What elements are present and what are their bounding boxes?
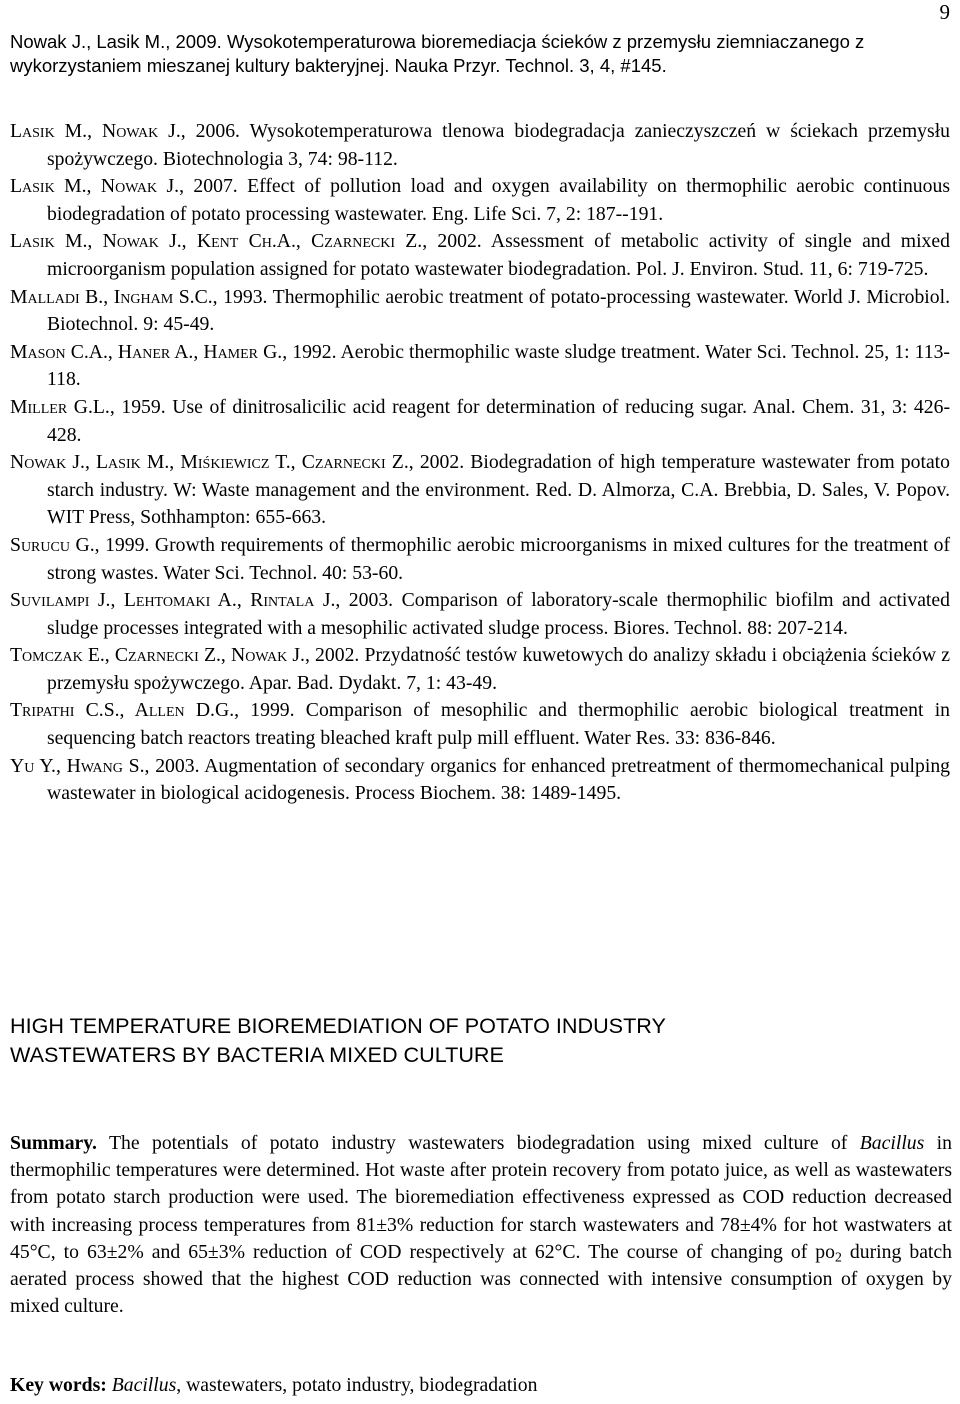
reference-item (10, 697, 950, 752)
reference-year: , 2006. (180, 120, 240, 142)
reference-authors: Tomczak E., Czarnecki Z., Nowak J. (10, 644, 305, 667)
reference-text: Wysokotemperaturowa tlenowa biodegradacja zanieczyszczeń w ściekach przemysłu spożywczego. Biotechnologia 3, 74: 98-112. (47, 120, 951, 170)
reference-text: Thermophilic aerobic treatment of potato-processing wastewater. World J. Microbiol. Biotechnol. 9: 45-49. (47, 285, 951, 336)
reference-text: Use of dinitrosalicilic acid reagent for determination of reducing sugar. Anal. Chem. 31, 3: 426-428. (47, 395, 951, 446)
summary-text-1: The potentials of potato industry wastewaters biodegradation using mixed culture of (96, 1132, 860, 1154)
reference-text: Assessment of metabolic activity of single and mixed microorganism population assigned for potato wastewater biodegradation. Pol. J. Environ. Stud. 11, 6: 719-725. (47, 230, 950, 280)
reference-list (10, 118, 950, 808)
reference-item (10, 753, 950, 808)
reference-year: , 2002. (408, 451, 465, 474)
reference-text: Effect of pollution load and oxygen availability on thermophilic aerobic continuous biodegradation of potato processing wastewater. Eng. Life Sci. 7, 2: 187--191. (47, 175, 950, 225)
reference-item (10, 118, 950, 173)
reference-authors: Yu Y., Hwang S. (10, 754, 145, 777)
reference-item (10, 228, 950, 283)
summary-paragraph (10, 1130, 952, 1320)
reference-authors: Mason C.A., Haner A., Hamer G. (10, 340, 283, 363)
reference-year: , 2007. (179, 175, 238, 198)
summary-label: Summary. (10, 1132, 97, 1154)
reference-authors: Nowak J., Lasik M., Miśkiewicz T., Czarnecki Z. (10, 451, 409, 474)
reference-item (10, 284, 950, 339)
keywords-label: Key words: (10, 1374, 107, 1396)
summary-text-2: in thermophilic temperatures were determined. Hot waste after protein recovery from potato juice, as well as wastewaters from potato starch production were used. The bioremediation effectiveness expressed as COD reduction decreased with increasing process temperatures from 81±3% reduction for starch wastewaters and 78±4% for hot wastwaters at 45°C, to 63±2% and 65±3% reduction of COD respectively at 62°C. The course of changing of po (10, 1132, 952, 1263)
summary-subscript: 2 (834, 1249, 842, 1265)
header-citation: Nowak J., Lasik M., 2009. Wysokotemperaturowa bioremediacja ścieków z przemysłu ziemniaczanego z wykorzystaniem mieszanej kultury bakteryjnej. Nauka Przyr. Technol. 3, 4, #145. (10, 31, 865, 76)
reference-text: Biodegradation of high temperature wastewater from potato starch industry. W: Waste management and the environment. Red. D. Almorza, C.A. Brebbia, D. Sales, V. Popov. WIT Press, Sothhampton: 655-663. (47, 451, 950, 529)
reference-year: , 2002. (422, 230, 482, 253)
reference-item (10, 587, 950, 642)
reference-item (10, 642, 950, 697)
reference-item (10, 449, 950, 532)
reference-year: , 1959. (109, 395, 166, 418)
keywords-text: , wastewaters, potato industry, biodegradation (176, 1374, 538, 1396)
reference-year: , 2003. (144, 754, 200, 777)
reference-year: , 1992. (282, 340, 337, 363)
reference-text: Comparison of laboratory-scale thermophilic biofilm and activated sludge processes integrated with a mesophilic activated sludge process. Biores. Technol. 88: 207-214. (47, 589, 950, 639)
reference-authors: Lasik M., Nowak J., Kent Ch.A., Czarnecki Z. (10, 230, 423, 253)
reference-text: Augmentation of secondary organics for enhanced pretreatment of thermomechanical pulping wastewater in biological acidogenesis. Process Biochem. 38: 1489-1495. (47, 754, 951, 805)
reference-year: , 2003. (335, 589, 394, 612)
summary-italic-term: Bacillus (859, 1132, 925, 1154)
reference-year: , 2002. (304, 644, 360, 667)
reference-year: , 1999. (234, 699, 295, 722)
reference-text: Comparison of mesophilic and thermophilic aerobic biological treatment in sequencing batch reactors treating bleached kraft pulp mill effluent. Water Res. 33: 836-846. (47, 699, 951, 750)
page-number: 9 (939, 0, 950, 24)
reference-authors: Surucu G. (10, 533, 95, 556)
reference-authors: Lasik M., Nowak J. (10, 120, 181, 142)
english-title (10, 1011, 950, 1069)
english-title-line-2: WASTEWATERS BY BACTERIA MIXED CULTURE (10, 1042, 504, 1067)
reference-text: Przydatność testów kuwetowych do analizy składu i obciążenia ścieków z przemysłu spożywczego. Apar. Bad. Dydakt. 7, 1: 43-49. (47, 644, 951, 694)
reference-authors: Tripathi C.S., Allen D.G. (10, 699, 235, 722)
reference-authors: Lasik M., Nowak J. (10, 175, 180, 198)
reference-text: Growth requirements of thermophilic aerobic microorganisms in mixed cultures for the treatment of strong wastes. Water Sci. Technol. 40: 53-60. (47, 533, 950, 584)
reference-authors: Suvilampi J., Lehtomaki A., Rintala J. (10, 589, 336, 612)
reference-item (10, 532, 950, 587)
english-title-line-1: HIGH TEMPERATURE BIOREMEDIATION OF POTATO INDUSTRY (10, 1013, 666, 1038)
keywords-italic-term: Bacillus (111, 1374, 177, 1396)
reference-authors: Miller G.L. (10, 395, 110, 418)
keywords-line (10, 1372, 950, 1399)
reference-item (10, 173, 950, 228)
reference-year: , 1999. (94, 533, 150, 556)
reference-year: , 1993. (212, 285, 268, 308)
reference-text: Aerobic thermophilic waste sludge treatment. Water Sci. Technol. 25, 1: 113-118. (47, 340, 950, 391)
reference-item (10, 339, 950, 394)
summary-text-3: during batch aerated process showed that the highest COD reduction was connected with intensive consumption of oxygen by mixed culture. (10, 1240, 952, 1318)
reference-item (10, 394, 950, 449)
reference-authors: Malladi B., Ingham S.C. (10, 285, 213, 308)
